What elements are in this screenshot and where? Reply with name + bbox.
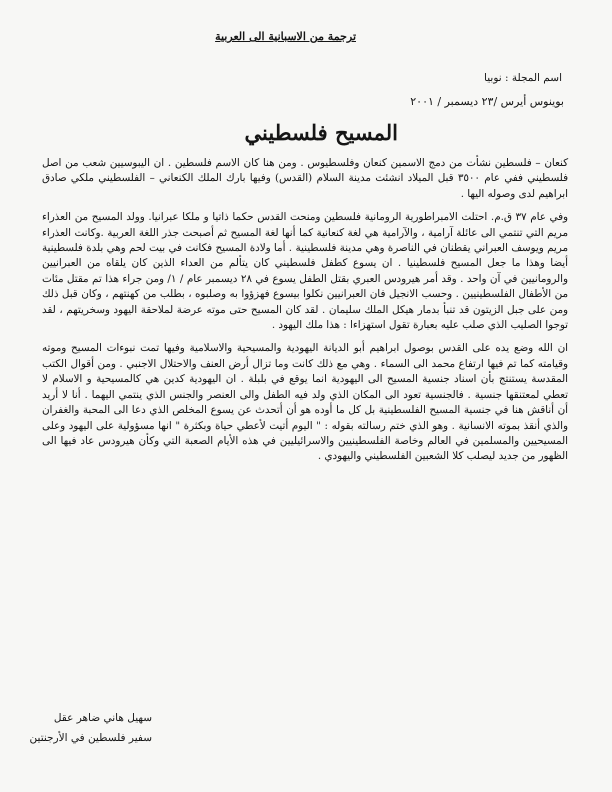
paragraph-1: كنعان – فلسطين نشأت من دمج الاسمين كنعان وفلسطيوس . ومن هنا كان الاسم فلسطين . ان اليبوسيين شعب من اصل فلسطيني ففي عام ٣٥٠٠ قبل الميلاد انشئت مدينة السلام (القدس) وفيها بارك الملك الكنعاني – الفلسطيني ملكي صادق ابراهيم لدى وصوله اليها . [42, 157, 568, 200]
document-body [42, 156, 568, 473]
date-line: بوينوس أيرس /٢٣ ديسمبر / ٢٠٠١ [410, 95, 564, 108]
signature-name: سهيل هاني ضاهر عقل [53, 712, 152, 724]
translation-note: ترجمة من الاسبانية الى العربية [215, 30, 356, 43]
document-title: المسيح فلسطيني [244, 120, 398, 145]
magazine-name: اسم المجلة : نوبيا [484, 72, 562, 84]
signature-block [30, 708, 152, 748]
signature-title: سفير فلسطين في الأرجنتين [29, 732, 152, 744]
paragraph-3: ان الله وضع يده على القدس بوصول ابراهيم أبو الديانة اليهودية والمسيحية والاسلامية وفيها تمت نبوءات المسيح وموته وقيامته كما تم فيها ارتفاع محمد الى السماء . وهي مع ذلك كانت وما تزال أرض العنف والاحتلال الاجنبي . ومن أقوال الكتب المقدسة يستنتج بأن اسناد جنسية المسيح الى اليهودية انما يوقع في بلبلة . ان اليهودية كدين هي كالمسيحية و الاسلام لا تعطي لمعتنقها جنسية . فالجنسية تعود الى المكان الذي ولد فيه الطفل والى العنصر والجنس الذي ينتمي اليهما . أنا لا أريد أن أناقش هنا في جنسية المسيح الفلسطينية بل كل ما أوده هو أن أتحدث عن يسوع المخلص الذي دعا الى المحبة والغفران والذي أنقذ بموته الانسانية . وهو الذي ختم رسالته بقوله : " اليوم أتيت لأعطي حياة وبكثرة " انها مسؤولية على اليهود وعلى المسيحيين والمسلمين في العالم وخاصة الفلسطينيين والاسرائيليين في هذه الأيام الصعبة التي وكأن هيرودس عاد فيها الى الظهور من جديد ليصلب كلا الشعبين الفلسطيني واليهودي . [42, 342, 568, 463]
paragraph-2: وفي عام ٣٧ ق.م. احتلت الامبراطورية الرومانية فلسطين ومنحت القدس حكما ذاتيا و ملكا عبرانيا. وولد المسيح من العذراء مريم التي تنتمي الى عائلة آرامية ، والآرامية هي لغة كنعانية كما أنها لغة المسيح ثم أصبحت جذر اللغة العربية .وكانت العذراء مريم ويوسف العبراني يقطنان في الناصرة وهي مدينة فلسطينية . أما ولادة المسيح فكانت في بيت لحم وهي بلدة فلسطينية أيضا وهذا ما جعل المسيح فلسطينيا . ان يسوع كطفل فلسطيني كان يتألم من العداء الذين كان يلقاه من العبرانيين والرومانيين في آن واحد . وقد أمر هيرودس العبري بقتل الطفل يسوع في ٢٨ ديسمبر عام / ١/ ومن جراء هذا تم مقتل مئات من الأطفال الفلسطينيين . وحسب الانجيل فان العبرانيين نكلوا بيسوع فهزؤوا به وصلبوه ، بطلب من كهنتهم ، وكان قبل ذلك ومن على جبل الزيتون قد تنبأ بدمار هيكل الملك سليمان . لقد كان المسيح حتى موته عرضة لملاحقة اليهود وسخريتهم ، لقد توجوا الصليب الذي صلب عليه بعبارة تقول استهزاءا : هذا ملك اليهود . [42, 211, 568, 332]
